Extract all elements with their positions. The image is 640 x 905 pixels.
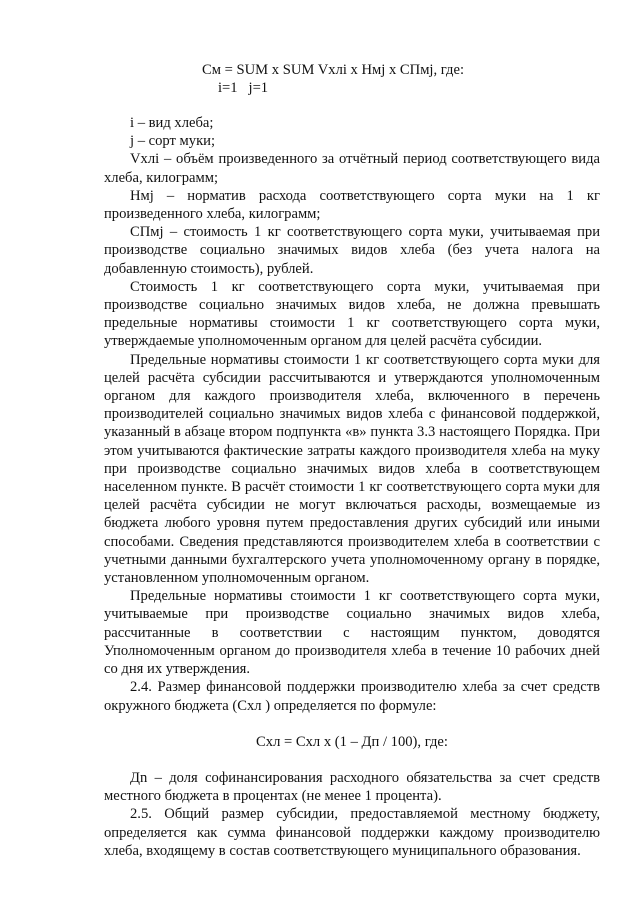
formula-summation-indices: i=1 j=1 (218, 80, 269, 96)
paragraph-2-4: 2.4. Размер финансовой поддержки производителю хлеба за счет средств окружного бюджета (Схл ) определяется по формуле: (104, 679, 600, 714)
paragraph-marginal-standards: Предельные нормативы стоимости 1 кг соответствующего сорта муки для целей расчёта субсидии рассчитываются и утверждаются уполномоченным органом для каждого производителя хлеба, включенного в перечень производителей социально значимых видов хлеба с финансовой поддержкой, указанный в абзаце втором подпункта «в» пункта 3.3 настоящего Порядка. При этом учитываются фактические затраты каждого производителя хлеба на муку при производстве социально значимых видов хлеба в соответствующем населенном пункте. В расчёт стоимости 1 кг соответствующего сорта муки для целей расчёта субсидии не могут включаться расходы, возмещаемые из бюджета любого уровня путем предоставления других субсидий или иными способами. Сведения представляются производителем хлеба в соответствии с учетными данными бухгалтерского учета уполномоченному органу в порядке, установленном уполномоченным органом. (104, 351, 600, 587)
definition-i: i – вид хлеба; (130, 115, 214, 131)
paragraph-standards-communication: Предельные нормативы стоимости 1 кг соответствующего сорта муки, учитываемые при производстве социально значимых видов хлеба, рассчитанные в соответствии с настоящим пунктом, доводятся Уполномоченным органом до производителя хлеба в течение 10 рабочих дней со дня их утверждения. (104, 588, 600, 678)
definition-dn: Дn – доля софинансирования расходного обязательства за счет средств местного бюджета в процентах (не менее 1 процента). (104, 769, 600, 805)
document-body (104, 114, 600, 860)
definition-spmj: СПмj – стоимость 1 кг соответствующего сорта муки, учитываемая при производстве социально значимых видов хлеба (без учета налога на добавленную стоимость), рублей. (104, 224, 600, 277)
financial-support-formula: Схл = Схл х (1 – Дп / 100), где: (256, 733, 448, 750)
definition-nmj: Нмj – норматив расхода соответствующего сорта муки на 1 кг произведенного хлеба, килограмм; (104, 187, 600, 223)
definition-j: j – сорт муки; (130, 133, 216, 150)
paragraph-flour-cost-limit: Стоимость 1 кг соответствующего сорта муки, учитываемая при производстве социально значимых видов хлеба, не должна превышать предельные нормативы стоимости 1 кг соответствующего сорта муки, утверждаемые уполномоченным органом для целей расчёта субсидии. (104, 278, 600, 350)
paragraph-2-5: 2.5. Общий размер субсидии, предоставляемой местному бюджету, определяется как сумма финансовой поддержки каждому производителю хлеба, входящему в состав соответствующего муниципального образования. (104, 806, 600, 859)
definition-vhli: Vхлi – объём произведенного за отчётный период соответствующего вида хлеба, килограмм; (104, 151, 600, 186)
subsidy-formula: См = SUM х SUM Vхлi х Нмj х СПмj, где: (202, 62, 465, 78)
